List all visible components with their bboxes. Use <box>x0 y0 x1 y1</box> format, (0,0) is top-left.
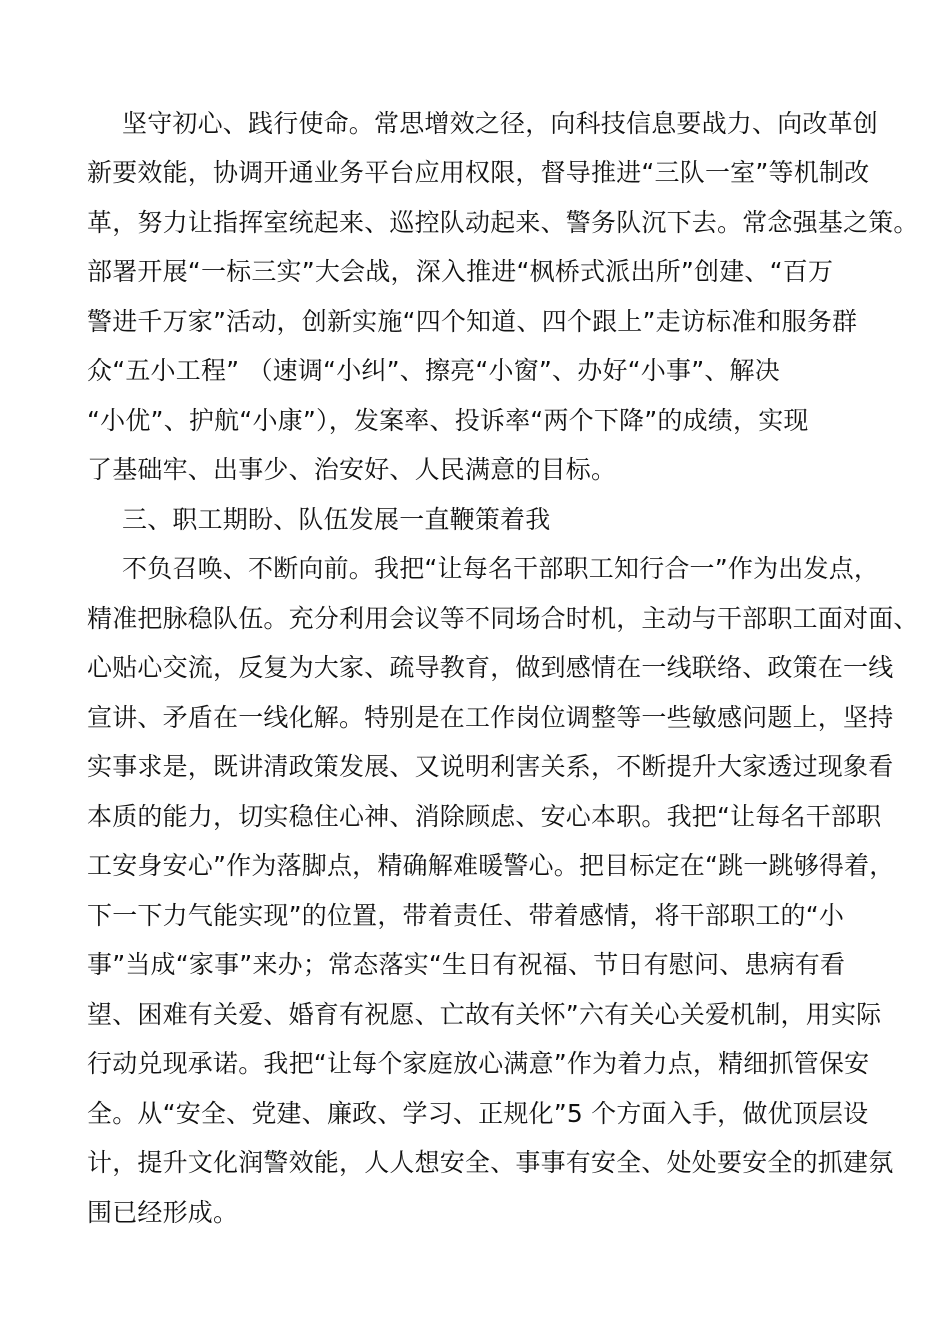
text-line: 众“五小工程” （速调“小纠”、擦亮“小窗”、办好“小事”、解决 <box>87 356 780 385</box>
text-line: 坚守初心、践行使命。常思增效之径，向科技信息要战力、向改革创 <box>122 109 879 138</box>
text-line: 下一下力气能实现”的位置，带着责任、带着感情，将干部职工的“小 <box>87 901 845 930</box>
text-line: 了基础牢、出事少、治安好、人民满意的目标。 <box>87 455 617 484</box>
text-line: 革，努力让指挥室统起来、巡控队动起来、警务队沉下去。常念强基之策。 <box>87 208 919 237</box>
text-line: 宣讲、矛盾在一线化解。特别是在工作岗位调整等一些敏感问题上，坚持 <box>87 703 894 732</box>
text-line: 计，提升文化润警效能，人人想安全、事事有安全、处处要安全的抓建氛 <box>87 1148 894 1177</box>
text-line: 行动兑现承诺。我把“让每个家庭放心满意”作为着力点，精细抓管保安 <box>87 1049 870 1078</box>
text-line: 警进千万家”活动，创新实施“四个知道、四个跟上”走访标准和服务群 <box>87 307 858 336</box>
section-heading: 三、职工期盼、队伍发展一直鞭策着我 <box>122 505 551 534</box>
text-line: 不负召唤、不断向前。我把“让每名干部职工知行合一”作为出发点， <box>122 554 880 583</box>
text-line: 新要效能，协调开通业务平台应用权限，督导推进“三队一室”等机制改 <box>87 158 870 187</box>
text-line: 全。从“安全、党建、廉政、学习、正规化”5 个方面入手，做优顶层设 <box>87 1099 869 1128</box>
text-line: 围已经形成。 <box>87 1198 239 1227</box>
text-line: 事”当成“家事”来办；常态落实“生日有祝福、节日有慰问、患病有看 <box>87 950 846 979</box>
text-line: “小优”、护航“小康”），发案率、投诉率“两个下降”的成绩，实现 <box>87 406 809 435</box>
text-line: 部署开展“一标三实”大会战，深入推进“枫桥式派出所”创建、“百万 <box>87 257 834 286</box>
text-line: 望、困难有关爱、婚育有祝愿、亡故有关怀”六有关心关爱机制，用实际 <box>87 1000 882 1029</box>
text-line: 精准把脉稳队伍。充分利用会议等不同场合时机，主动与干部职工面对面、 <box>87 604 919 633</box>
text-line: 本质的能力，切实稳住心神、消除顾虑、安心本职。我把“让每名干部职 <box>87 802 882 831</box>
text-line: 心贴心交流，反复为大家、疏导教育，做到感情在一线联络、政策在一线 <box>87 653 894 682</box>
text-line: 工安身安心”作为落脚点，精确解难暖警心。把目标定在“跳一跳够得着， <box>87 851 895 880</box>
text-line: 实事求是，既讲清政策发展、又说明利害关系，不断提升大家透过现象看 <box>87 752 894 781</box>
